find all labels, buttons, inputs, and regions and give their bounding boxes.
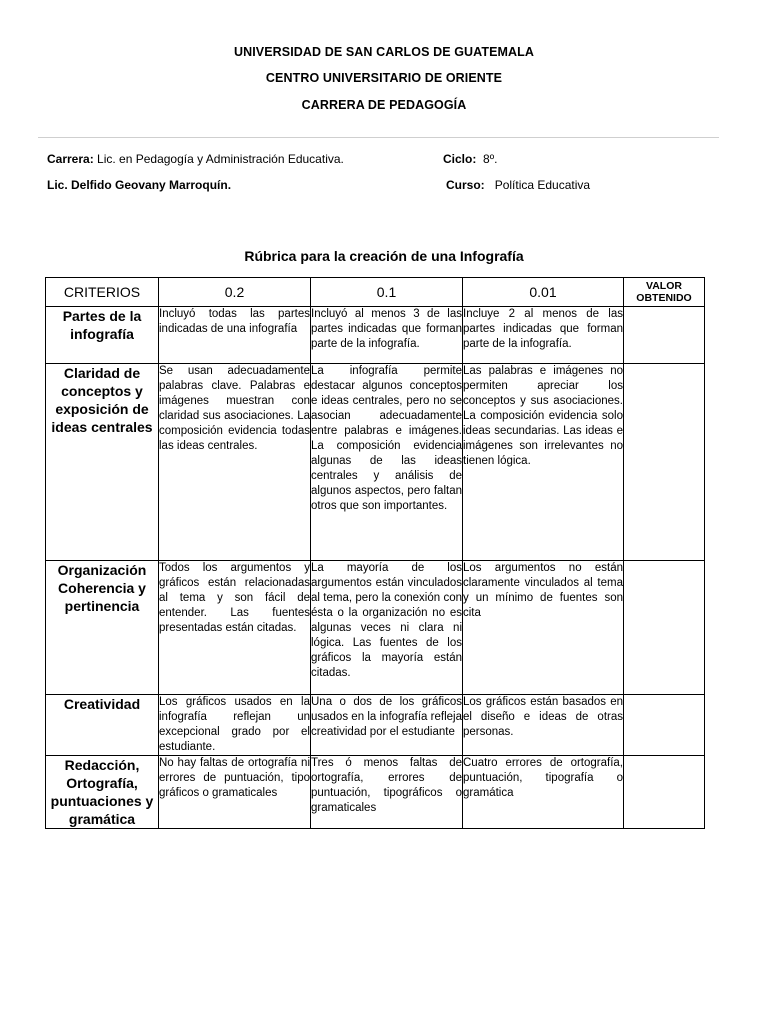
career-name: CARRERA DE PEDAGOGÍA <box>301 98 467 112</box>
valor-obtenido-cell[interactable] <box>624 756 705 829</box>
score-0-1-cell: La infografía permite destacar algunos conceptos e ideas centrales, pero no se asocian adecuadamente entre palabras e imágenes. La composición evidencia algunas de las ideas centrales y análisis de algunos aspectos, pero faltan otros que son importantes. <box>311 364 463 561</box>
score-0-1-cell: Tres ó menos faltas de ortografía, errores de puntuación, tipográficos o gramaticales <box>311 756 463 829</box>
score-0-2-cell: Los gráficos usados en la infografía reflejan un excepcional grado por el estudiante. <box>159 695 311 756</box>
score-0-01-cell: Las palabras e imágenes no permiten apreciar los conceptos y sus asociaciones. La composición evidencia solo ideas secundarias. Las ideas e imágenes son irrelevantes no tienen lógica. <box>463 364 624 561</box>
curso-value: Política Educativa <box>494 178 591 192</box>
header-criterios: CRITERIOS <box>46 278 159 307</box>
valor-obtenido-cell[interactable] <box>624 695 705 756</box>
score-0-2-cell: No hay faltas de ortografía ni errores de puntuación, tipo gráficos o gramaticales <box>159 756 311 829</box>
score-0-1-cell: Incluyó al menos 3 de las partes indicadas que forman parte de la infografía. <box>311 307 463 364</box>
header-valor-obtenido: VALOR OBTENIDO <box>624 278 705 307</box>
score-0-1-cell: Una o dos de los gráficos usados en la infografía refleja creatividad por el estudiante <box>311 695 463 756</box>
carrera-value: Lic. en Pedagogía y Administración Educativa. <box>97 152 344 166</box>
criterion-cell: Creatividad <box>46 695 159 756</box>
score-0-2-cell: Se usan adecuadamente palabras clave. Palabras e imágenes muestran con claridad sus asociaciones. La composición evidencia todas las ideas centrales. <box>159 364 311 561</box>
curso-label: Curso: <box>446 178 485 192</box>
center-name: CENTRO UNIVERSITARIO DE ORIENTE <box>265 71 503 85</box>
table-row <box>46 561 705 695</box>
header-score-0-2: 0.2 <box>159 278 311 307</box>
header-divider <box>38 137 719 138</box>
valor-obtenido-cell[interactable] <box>624 307 705 364</box>
score-0-01-cell: Incluye 2 al menos de las partes indicadas que forman parte de la infografía. <box>463 307 624 364</box>
score-0-01-cell: Cuatro errores de ortografía, puntuación, tipografía o gramática <box>463 756 624 829</box>
criterion-cell: Partes de la infografía <box>46 307 159 364</box>
carrera-label: Carrera: <box>47 152 94 166</box>
criterion-cell: Redacción, Ortografía, puntuaciones y gramática <box>46 756 159 829</box>
ciclo-value: 8º. <box>483 152 498 166</box>
university-name: UNIVERSIDAD DE SAN CARLOS DE GUATEMALA <box>233 45 535 59</box>
ciclo-label: Ciclo: <box>443 152 477 166</box>
curso-line <box>446 178 590 192</box>
table-row <box>46 364 705 561</box>
valor-obtenido-cell[interactable] <box>624 561 705 695</box>
score-0-2-cell: Todos los argumentos y gráficos están relacionadas al tema y son fácil de entender. Las fuentes presentadas están citadas. <box>159 561 311 695</box>
rubric-table <box>45 277 705 829</box>
ciclo-line <box>443 152 497 166</box>
criterion-cell: Organización Coherencia y pertinencia <box>46 561 159 695</box>
rubric-header-row <box>46 278 705 307</box>
score-0-01-cell: Los argumentos no están claramente vinculados al tema y un mínimo de fuentes son cita <box>463 561 624 695</box>
header-score-0-1: 0.1 <box>311 278 463 307</box>
criterion-cell: Claridad de conceptos y exposición de ideas centrales <box>46 364 159 561</box>
teacher-name: Lic. Delfido Geovany Marroquín. <box>47 178 232 192</box>
score-0-01-cell: Los gráficos están basados en el diseño e ideas de otras personas. <box>463 695 624 756</box>
score-0-2-cell: Incluyó todas las partes indicadas de una infografía <box>159 307 311 364</box>
score-0-1-cell: La mayoría de los argumentos están vinculados al tema, pero la conexión con ésta o la organización no es algunas veces ni clara ni lógica. Las fuentes de los gráficos la mayoría están citadas. <box>311 561 463 695</box>
carrera-line <box>47 152 344 166</box>
table-row <box>46 695 705 756</box>
table-row <box>46 756 705 829</box>
table-row <box>46 307 705 364</box>
valor-obtenido-cell[interactable] <box>624 364 705 561</box>
rubric-title: Rúbrica para la creación de una Infografía <box>244 248 524 264</box>
header-score-0-01: 0.01 <box>463 278 624 307</box>
